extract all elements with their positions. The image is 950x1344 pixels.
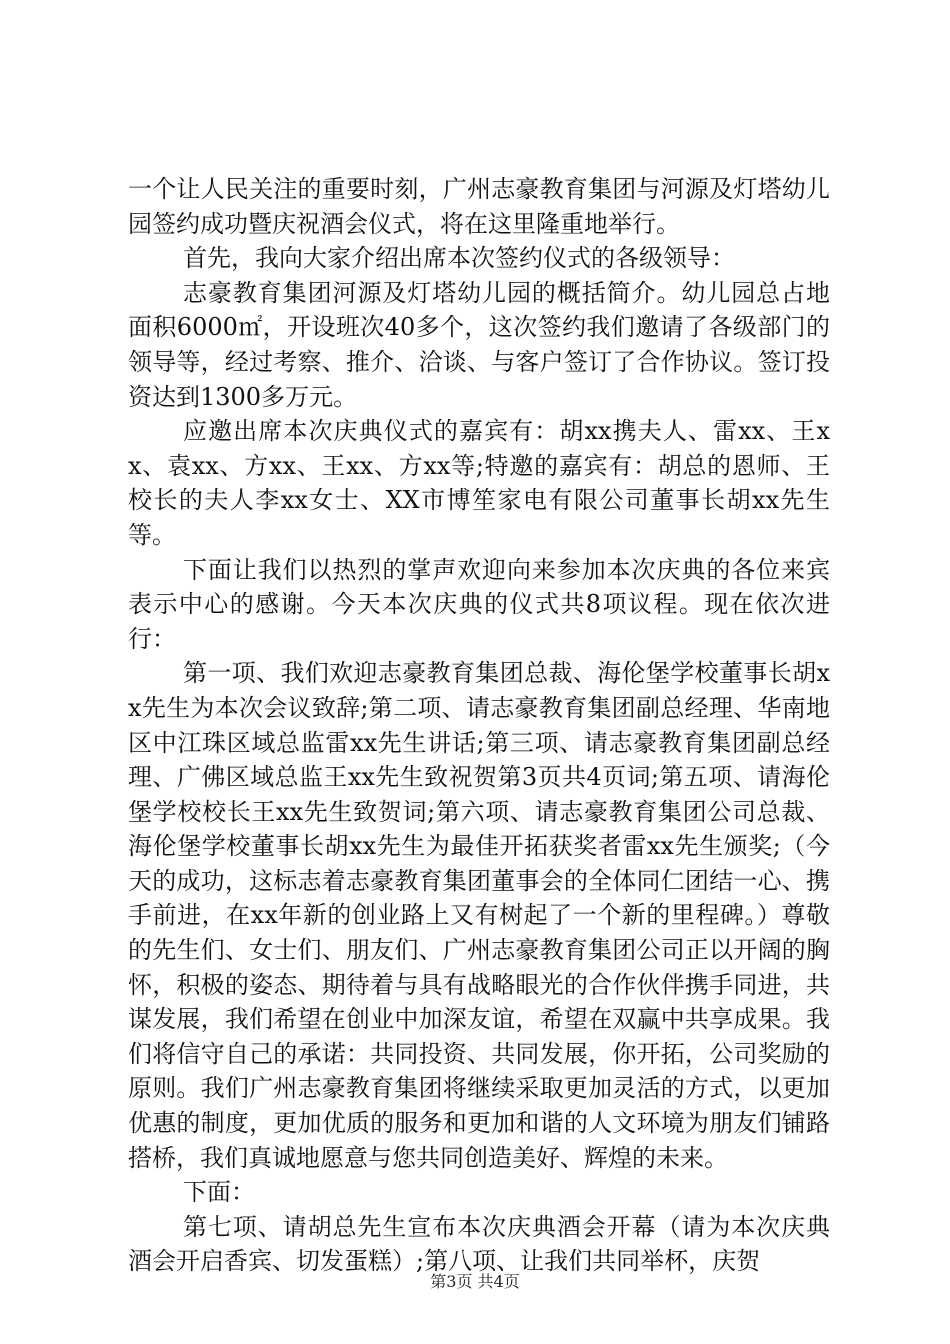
paragraph-3: 志豪教育集团河源及灯塔幼儿园的概括简介。幼儿园总占地面积6000㎡，开设班次40多个，这次签约我们邀请了各级部门的领导等，经过考察、推介、洽谈、与客户签订了合作协议。签订投资达到1300多万元。: [128, 278, 830, 411]
paragraph-8: 第七项、请胡总先生宣布本次庆典酒会开幕（请为本次庆典酒会开启香宾、切发蛋糕）;第八项、让我们共同举杯，庆贺: [128, 1212, 830, 1276]
paragraph-4: 应邀出席本次庆典仪式的嘉宾有：胡xx携夫人、雷xx、王xx、袁xx、方xx、王xx、方xx等;特邀的嘉宾有：胡总的恩师、王校长的夫人李xx女士、XX市博笙家电有限公司董事长胡xx先生等。: [128, 417, 830, 549]
paragraph-7: 下面：: [183, 1178, 255, 1207]
document-body: [128, 172, 830, 1279]
paragraph-2: 首先，我向大家介绍出席本次签约仪式的各级领导：: [183, 244, 735, 273]
paragraph-1: 一个让人民关注的重要时刻，广州志豪教育集团与河源及灯塔幼儿园签约成功暨庆祝酒会仪式，将在这里隆重地举行。: [128, 175, 830, 238]
paragraph-6: 第一项、我们欢迎志豪教育集团总裁、海伦堡学校董事长胡xx先生为本次会议致辞;第二项、请志豪教育集团副总经理、华南地区中江珠区域总监雷xx先生讲话;第三项、请志豪教育集团副总经理、广佛区域总监王xx先生致祝贺第3页共4页词;第五项、请海伦堡学校校长王xx先生致贺词;第六项、请志豪教育集团公司总裁、海伦堡学校董事长胡xx先生为最佳开拓获奖者雷xx先生颁奖;（今天的成功，这标志着志豪教育集团董事会的全体同仁团结一心、携手前进，在xx年新的创业路上又有树起了一个新的里程碑。）尊敬的先生们、女士们、朋友们、广州志豪教育集团公司正以开阔的胸怀，积极的姿态、期待着与具有战略眼光的合作伙伴携手同进，共谋发展，我们希望在创业中加深友谊，希望在双赢中共享成果。我们将信守自己的承诺：共同投资、共同发展，你开拓，公司奖励的原则。我们广州志豪教育集团将继续采取更加灵活的方式，以更加优惠的制度，更加优质的服务和更加和谐的人文环境为朋友们铺路搭桥，我们真诚地愿意与您共同创造美好、辉煌的未来。: [128, 659, 830, 1172]
paragraph-5: 下面让我们以热烈的掌声欢迎向来参加本次庆典的各位来宾表示中心的感谢。今天本次庆典的仪式共8项议程。现在依次进行：: [128, 555, 830, 653]
page-footer: 第3页 共4页: [430, 1272, 520, 1291]
